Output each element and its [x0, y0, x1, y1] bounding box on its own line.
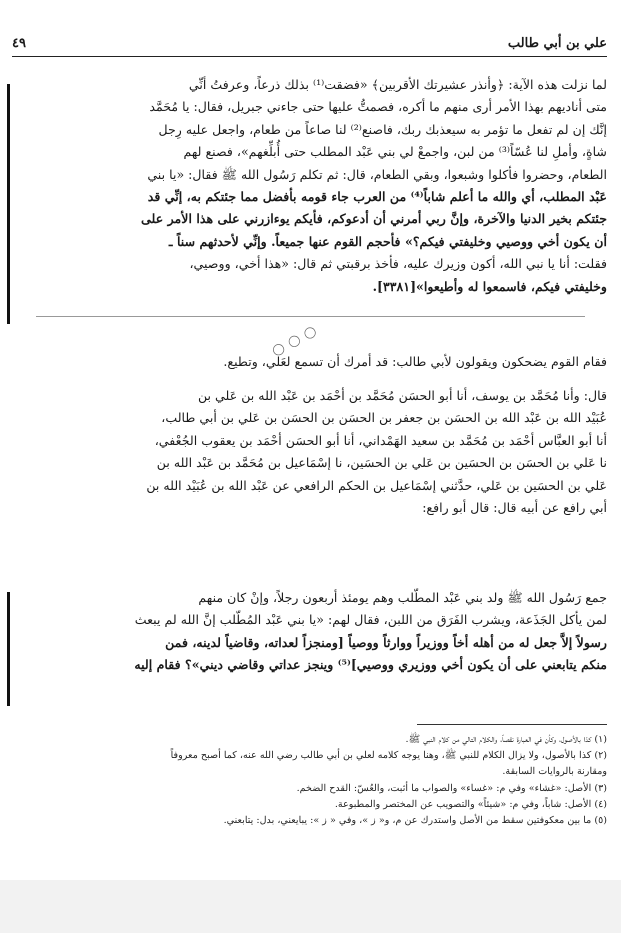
line: فقام القوم يضحكون ويقولون لأبي طالب: قد أمرك أن تسمع لعَلي، وتطيع.: [223, 354, 607, 369]
page-header: [12, 34, 607, 57]
margin-marker-top: [7, 84, 10, 324]
paragraph-3-isnad: [14, 385, 607, 519]
footnotes: [14, 732, 607, 829]
line: قال: وأنا مُحَمَّد بن يوسف، أنا أبو الحسَن مُحَمَّد بن أحْمَد بن عَبْد الله بن عَلي بن: [197, 388, 607, 403]
page-number: ٤٩: [12, 36, 26, 51]
line: إنَّك إن لم تفعل ما تؤمر به سيعذبك ربك، فاصنع⁽²⁾ لنا صاعاً من طعام، واجعل عليه رِجل: [158, 121, 607, 137]
page-bottom-margin: [0, 880, 621, 933]
line: فقلت: أنا يا نبي الله، أكون وزيرك عليه، فأخذ برقبتي ثم قال: «هذا أخي، ووصيي،: [189, 256, 607, 272]
line: متى أناديهم بهذا الأمر أرى منهم ما أكره، فصمتُّ عليها حتى جاءني جبريل، فقال: يا مُحَمَّد: [149, 99, 607, 115]
line: أبي رافع عن أبيه قال: قال أبو رافع:: [422, 500, 607, 516]
footnote-rule: [417, 724, 607, 725]
margin-marker-bottom: [7, 592, 10, 706]
line: شاةٍ، وأملِ لنا عُسّاً⁽³⁾ من لبن، واجمعْ لي بني عَبْد المطلب حتى أُبلِّغهم»، فصنع لهم: [183, 144, 607, 160]
line: عَلي بن الحسَين بن عَلي، حدَّثني إسْمَاعيل بن الحكم الرافعي عن عَبْد الله بن عُبَيْد الله بن: [146, 477, 607, 493]
line: رسولاً إلاَّ جعل له من أهله أخاً ووزيراً ووارثاً ووصياً [ومنجزاً لعداته، وقاضياً لدينه، فمن: [165, 634, 607, 650]
footnote: (٣) الأصل: «غشاء» وفي م: «غساء» والصواب ما أثبت، والعُسّ: القدح الضخم.: [296, 782, 607, 794]
watermark-stamp: ◯ ◯ ◯: [269, 323, 320, 358]
line: لما نزلت هذه الآية: ﴿وأنذر عشيرتك الأقربين﴾ «فضقت⁽¹⁾ بذلك ذرعاً، وعرفتُ أنِّي: [188, 77, 607, 92]
line: الطعام، وحضروا فأكلوا وشبعوا، وبقي الطعام، قال: ثم تكلم رَسُول الله ﷺ فقال: «يا بني: [147, 166, 607, 182]
paragraph-2: [14, 351, 607, 373]
line: عَبْد المطلب، أي والله ما أعلم شاباً⁽⁴⁾ من العرب جاء قومه بأفضل مما جئتكم به، إنِّي قد: [147, 189, 607, 205]
line: منكم يتابعني على أن يكون أخي ووزيري ووصيي]⁽⁵⁾ وينجز عداتي وقاضي ديني»؟ فقام إليه: [134, 657, 607, 673]
line: جئتكم بخير الدنيا والآخرة، وإنَّ ربي أمرني أن أدعوكم، فأيكم يوءازرني على هذا الأمر على: [141, 211, 607, 227]
line: عُبَيْد الله بن عَبْد الله بن الحسَن بن جعفر بن الحسَن بن الحسَن بن عَلي بن أبي طالب،: [161, 410, 607, 426]
line: أن يكون أخي ووصيي وخليفتي فيكم؟» فأحجم القوم عنها جميعاً. وإنِّي لأحدثهم سناً ـ: [168, 233, 607, 249]
running-title: علي بن أبي طالب: [507, 36, 607, 51]
footnote: (٤) الأصل: شاباً، وفي م: «شيئاً» والتصويب عن المختصر والمطبوعة.: [334, 798, 607, 810]
paragraph-1: [14, 74, 607, 298]
footnote: (٥) ما بين معكوفتين سقط من الأصل واستدرك عن م، و« ز »، وفي « ز »: يبايعني، بدل: يتابعني.: [223, 815, 607, 827]
section-divider: [36, 316, 585, 317]
line: نا عَلي بن الحسَن بن الحسَين بن عَلي بن الحسَين، نا إسْمَاعيل بن مُحَمَّد بن عَبْد الله بن: [156, 455, 607, 471]
footnote: (١) كذا بالأصول، وكأن في العبارة نقصاً، والكلام التالي من كلام النبي ﷺ.: [405, 734, 607, 745]
line: جمع رَسُول الله ﷺ ولد بني عَبْد المطّلب وهم يومئذ أربعون رجلاً، وإنْ كان منهم: [198, 590, 607, 605]
line: وخليفتي فيكم، فاسمعوا له وأطيعوا»[٣٣٨١].: [372, 278, 607, 294]
footnote: (٢) كذا بالأصول، ولا يزال الكلام للنبي ﷺ، وهنا يوجه كلامه لعلي بن أبي طالب رضي الله عنه، كما أصبح معروفاً: [170, 750, 607, 762]
footnote-continuation: ومقارنة بالروايات السابقة.: [502, 766, 607, 778]
line: أنا أبو العبَّاس أحْمَد بن مُحَمَّد بن سعيد الهَمْداني، أنا أبو الحسَن أحْمَد بن يعقوب الجُعْفي،: [154, 432, 607, 448]
line: لمن يأكل الجَذَعة، ويشرب الفَرَق من اللبن، فقال لهم: «يا بني عَبْد المُطّلب إنَّ الله لم يبعث: [134, 612, 607, 628]
paragraph-4: [14, 587, 607, 677]
